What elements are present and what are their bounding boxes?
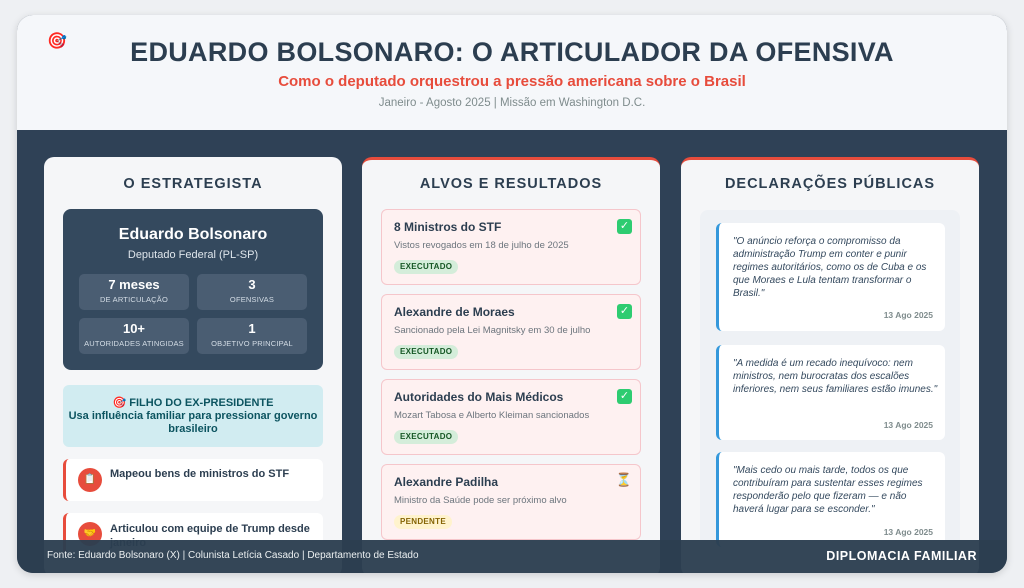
- header: [17, 15, 1007, 130]
- target-name: 8 Ministros do STF: [394, 220, 502, 234]
- stat-objective: [197, 318, 307, 354]
- stat-offensives: [197, 274, 307, 310]
- quote-card: [716, 345, 945, 440]
- strategist-panel: [44, 157, 342, 573]
- highlight-text: Usa influência familiar para pressionar governo brasileiro: [68, 410, 318, 435]
- stat-label: DE ARTICULAÇÃO: [99, 295, 169, 304]
- check-icon: ✓: [617, 389, 632, 404]
- stat-authorities: [79, 318, 189, 354]
- stat-label: AUTORIDADES ATINGIDAS: [84, 339, 184, 348]
- status-badge: EXECUTADO: [394, 430, 458, 444]
- target-desc: Vistos revogados em 18 de julho de 2025: [394, 240, 569, 251]
- target-name: Alexandre de Moraes: [394, 305, 515, 319]
- status-badge: PENDENTE: [394, 515, 452, 529]
- profile-name: Eduardo Bolsonaro: [118, 226, 268, 243]
- action-text: Mapeou bens de ministros do STF: [110, 468, 290, 480]
- targets-heading: ALVOS E RESULTADOS: [419, 176, 603, 192]
- target-name: Autoridades do Mais Médicos: [394, 390, 564, 404]
- quote-card: [716, 223, 945, 331]
- statements-heading: DECLARAÇÕES PÚBLICAS: [724, 176, 936, 192]
- hourglass-icon: ⏳: [615, 472, 632, 487]
- quote-date: 13 Ago 2025: [883, 420, 933, 430]
- target-card: [381, 209, 641, 285]
- target-desc: Sancionado pela Lei Magnitsky em 30 de julho: [394, 325, 591, 336]
- quote-text: "O anúncio reforça o compromisso da administração Trump em conter e punir regimes autoritários, como os de Cuba e os que Moraes e Lula tentam transformar o Brasil.": [733, 236, 927, 299]
- profile-card: [63, 209, 323, 370]
- infographic-frame: [17, 15, 1007, 573]
- quote-text: "A medida é um recado inequívoco: nem ministros, nem burocratas dos escalões inferiores, nem seus familiares estão imunes.": [733, 358, 938, 395]
- target-card: [381, 379, 641, 455]
- page-title: EDUARDO BOLSONARO: O ARTICULADOR DA OFENSIVA: [130, 37, 894, 67]
- stat-months: [79, 274, 189, 310]
- stat-value: 10+: [122, 321, 146, 336]
- quote-text: "Mais cedo ou mais tarde, todos os que contribuíram para sustentar esses regimes responderão pelo que fizeram — e não haverá lugar para se esconder.": [733, 465, 923, 515]
- status-badge: EXECUTADO: [394, 260, 458, 274]
- quote-date: 13 Ago 2025: [883, 527, 933, 537]
- page-subtitle: Como o deputado orquestrou a pressão americana sobre o Brasil: [278, 73, 746, 90]
- clipboard-icon: 📋: [78, 468, 102, 492]
- status-badge: EXECUTADO: [394, 345, 458, 359]
- footer-bar: [17, 540, 1007, 573]
- target-desc: Ministro da Saúde pode ser próximo alvo: [394, 495, 567, 506]
- targets-panel: [362, 157, 660, 573]
- source-text: Fonte: Eduardo Bolsonaro (X) | Colunista Letícia Casado | Departamento de Estado: [47, 550, 419, 561]
- stat-label: OFENSIVAS: [229, 295, 275, 304]
- statements-panel: [681, 157, 979, 573]
- family-highlight-box: [63, 385, 323, 447]
- strategist-heading: O ESTRATEGISTA: [123, 176, 263, 192]
- stat-value: 1: [248, 321, 256, 336]
- check-icon: ✓: [617, 304, 632, 319]
- target-icon: 🎯: [47, 33, 67, 50]
- quote-card: [716, 452, 945, 547]
- stat-value: 7 meses: [108, 277, 160, 292]
- action-item: [63, 459, 323, 501]
- target-card: [381, 464, 641, 540]
- footer-tag: DIPLOMACIA FAMILIAR: [826, 549, 977, 563]
- highlight-title: 🎯 FILHO DO EX-PRESIDENTE: [112, 397, 274, 409]
- target-desc: Mozart Tabosa e Alberto Kleiman sancionados: [394, 410, 590, 421]
- target-name: Alexandre Padilha: [394, 475, 499, 489]
- stat-label: OBJETIVO PRINCIPAL: [211, 339, 293, 348]
- stat-value: 3: [248, 277, 256, 292]
- handshake-icon: 🤝: [78, 522, 102, 546]
- profile-role: Deputado Federal (PL-SP): [127, 249, 259, 261]
- target-card: [381, 294, 641, 370]
- dateline: Janeiro - Agosto 2025 | Missão em Washington D.C.: [378, 97, 646, 109]
- action-text: Articulou com equipe de Trump desde: [110, 523, 310, 535]
- quote-date: 13 Ago 2025: [883, 310, 933, 320]
- check-icon: ✓: [617, 219, 632, 234]
